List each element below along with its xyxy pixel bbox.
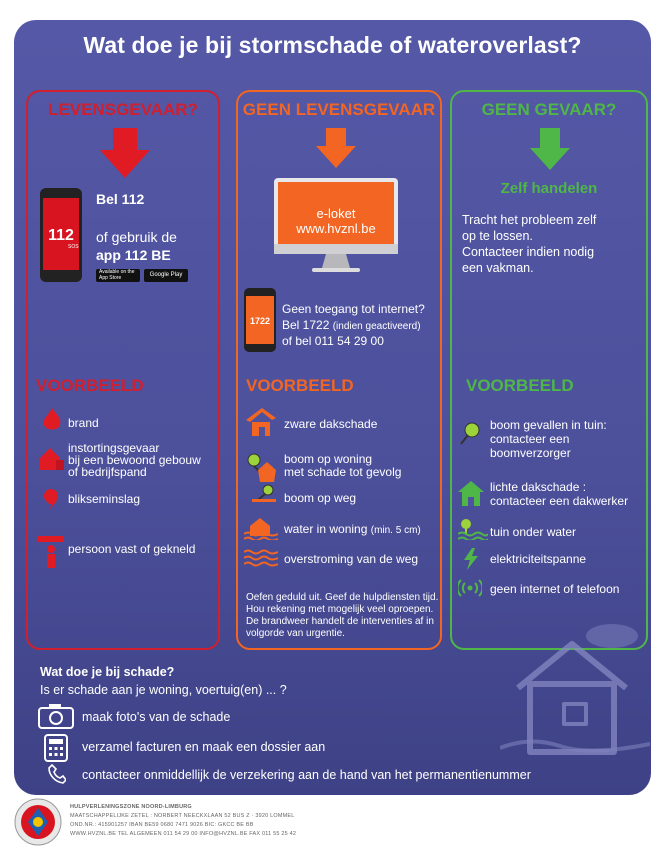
- eloket-url-link[interactable]: www.hvznl.be: [296, 221, 376, 236]
- or-use-text: of gebruik de: [96, 229, 177, 245]
- water-in-house-icon: [244, 516, 278, 540]
- example-light-roof-damage: lichte dakschade : contacteer een dakwerker: [490, 480, 629, 508]
- light-roof-damage-icon: [458, 480, 484, 506]
- orange-voorbeeld: VOORBEELD: [246, 376, 354, 395]
- tree-on-house-icon: [246, 452, 276, 482]
- road-flood-icon: [244, 546, 278, 570]
- storm-house-icon: [500, 618, 650, 768]
- orange-column-heading: GEEN LEVENSGEVAAR: [242, 100, 436, 119]
- red-arrow-icon: [100, 128, 150, 178]
- hvznl-logo: [14, 798, 62, 846]
- patience-note: Oefen geduld uit. Geef de hulpdiensten tijd. Hou rekening met mogelijk veel oproepen. De brandweer handelt de interventies af in volgorde van urgentie.: [246, 592, 439, 639]
- orange-arrow-icon: [316, 128, 356, 168]
- damage-question: Is er schade aan je woning, voertuig(en) ... ?: [40, 683, 287, 697]
- example-no-internet: geen internet of telefoon: [490, 582, 620, 596]
- water-line: [284, 522, 421, 538]
- example-roof-damage: zware dakschade: [284, 417, 378, 431]
- phone-112-label: 112: [48, 227, 74, 244]
- phone-112-icon: [40, 188, 82, 282]
- example-fire: brand: [68, 416, 99, 430]
- tree-on-road-icon: [252, 484, 276, 502]
- self-act-heading: Zelf handelen: [500, 180, 598, 197]
- example-fallen-tree: boom gevallen in tuin: contacteer een boomverzorger: [490, 418, 607, 460]
- green-arrow-icon: [530, 128, 570, 170]
- example-power-outage: elektriciteitspanne: [490, 552, 587, 566]
- lightning-icon: [42, 488, 64, 510]
- page-title: Wat doe je bij stormschade of wateroverlast?: [83, 32, 582, 58]
- step-photos: maak foto's van de schade: [82, 710, 231, 724]
- example-collapse: instortingsgevaar bij een bewoond gebouw of bedrijfspand: [68, 441, 201, 479]
- phone-1722-icon: [244, 288, 276, 352]
- example-trapped: persoon vast of gekneld: [68, 542, 196, 556]
- example-lightning: blikseminslag: [68, 492, 141, 506]
- red-column-heading: LEVENSGEVAAR?: [48, 100, 198, 119]
- footer-address: MAATSCHAPPELIJKE ZETEL : NORBERT NEECKXLAAN 52 BUS Z · 3920 LOMMEL: [70, 813, 295, 819]
- no-signal-icon: [458, 578, 482, 598]
- example-garden-flood: tuin onder water: [490, 525, 577, 539]
- column-no-danger: [450, 90, 648, 650]
- app-112-text: app 112 BE: [96, 247, 171, 263]
- footer-org: HULPVERLENINGSZONE NOORD-LIMBURG: [70, 804, 192, 810]
- step-invoices: verzamel facturen en maak een dossier aan: [82, 740, 326, 754]
- no-internet-text: Geen toegang tot internet?: [282, 302, 425, 316]
- camera-icon: [38, 703, 74, 729]
- column-life-danger: [26, 90, 220, 650]
- eloket-text: e-loket: [316, 206, 356, 221]
- red-voorbeeld: VOORBEELD: [36, 376, 144, 395]
- example-tree-on-road: boom op weg: [284, 491, 357, 505]
- roof-damage-icon: [246, 406, 276, 436]
- green-column-heading: GEEN GEVAAR?: [481, 100, 617, 119]
- garden-flood-icon: [458, 518, 488, 540]
- app-store-badge[interactable]: [96, 269, 140, 282]
- self-act-advice: Tracht het probleem zelf op te lossen. Contacteer indien nodig een vakman.: [462, 213, 597, 275]
- fire-icon: [42, 408, 62, 432]
- bel-1722-line: [282, 318, 421, 334]
- calculator-icon: [44, 734, 68, 762]
- step-insurance: contacteer onmiddellijk de verzekering aan de hand van het permanentienummer: [82, 768, 531, 782]
- phone-sos-label: SOS: [68, 244, 79, 250]
- indien-text: (indien geactiveerd): [332, 321, 421, 332]
- or-call-number-text: of bel 011 54 29 00: [282, 334, 384, 348]
- bel-1722-text: Bel 1722: [282, 318, 330, 332]
- app-store-label: App Store: [99, 275, 122, 281]
- column-no-life-danger: [236, 90, 442, 650]
- phone-1722-label: 1722: [249, 316, 271, 326]
- power-outage-icon: [462, 548, 480, 570]
- footer-bank: OND.NR.: 415901257 IBAN BE59 0680 7471 9026 BIC: GKCC BE BB: [70, 822, 254, 828]
- water-min-text: (min. 5 cm): [370, 525, 421, 536]
- trapped-person-icon: [38, 536, 64, 572]
- example-tree-on-house: boom op woning met schade tot gevolg: [284, 452, 402, 479]
- example-water-in-house: water in woning: [284, 522, 368, 536]
- footer-contact: WWW.HVZNL.BE TEL ALGEMEEN 011 54 29 00 INFO@HVZNL.BE FAX 011 55 25 42: [70, 831, 297, 837]
- damage-heading: Wat doe je bij schade?: [40, 665, 175, 679]
- example-road-flood: overstroming van de weg: [284, 552, 419, 566]
- app-store-small: Available on the: [99, 269, 135, 275]
- call-112-text: Bel 112: [96, 191, 145, 207]
- collapse-icon: [38, 446, 66, 470]
- fallen-tree-icon: [458, 422, 482, 448]
- green-voorbeeld: VOORBEELD: [466, 376, 574, 395]
- phone-icon: [48, 764, 66, 784]
- google-play-badge[interactable]: Google Play: [144, 269, 188, 282]
